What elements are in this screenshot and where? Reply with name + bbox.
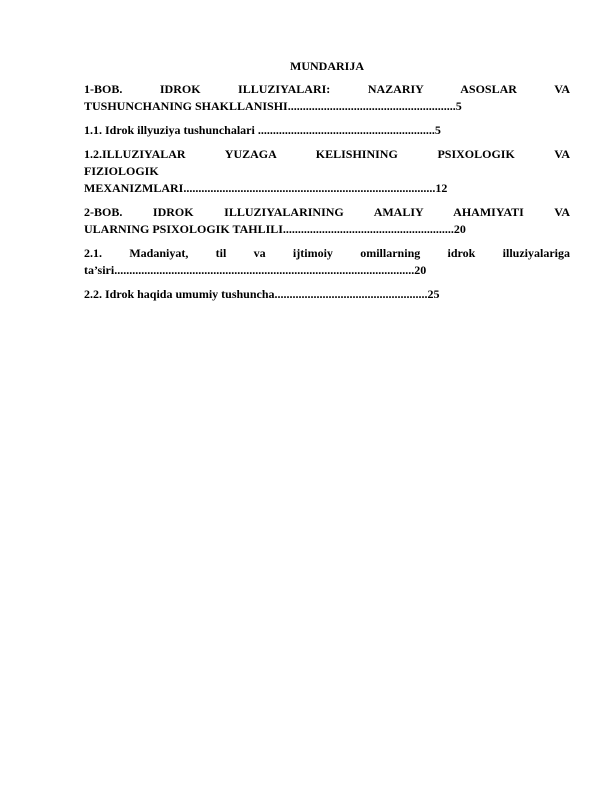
toc-entry-line: FIZIOLOGIK — [84, 164, 159, 178]
toc-entry-line: 1-BOB. IDROK ILLUZIYALARI: NAZARIY ASOSLAR VA — [84, 82, 570, 96]
toc-entry-line: 2.1. Madaniyat, til va ijtimoiy omillarning idrok illuziyalariga — [84, 246, 570, 260]
toc-entry-line: ULARNING PSIXOLOGIK TAHLILI.........................................................20 — [84, 222, 466, 236]
toc-entry-line: MEXANIZMLARI....................................................................................12 — [84, 181, 448, 195]
toc-title: MUNDARIJA — [290, 59, 364, 73]
table-of-contents — [84, 58, 570, 310]
toc-entry-line: ta’siri....................................................................................................20 — [84, 263, 427, 277]
toc-entry-chapter-1[interactable] — [84, 81, 570, 115]
toc-entry-section-1-1[interactable] — [84, 122, 570, 139]
toc-entry-line: 2.2. Idrok haqida umumiy tushuncha...................................................25 — [84, 287, 440, 301]
toc-entry-section-2-1[interactable] — [84, 245, 570, 279]
toc-entry-chapter-2[interactable] — [84, 204, 570, 238]
toc-entry-line: 2-BOB. IDROK ILLUZIYALARINING AMALIY AHAMIYATI VA — [84, 205, 570, 219]
toc-entry-section-1-2[interactable] — [84, 146, 570, 197]
toc-entry-line: TUSHUNCHANING SHAKLLANISHI........................................................5 — [84, 99, 462, 113]
toc-entry-line: 1.1. Idrok illyuziya tushunchalari ...........................................................5 — [84, 123, 441, 137]
toc-entry-line: 1.2.ILLUZIYALAR YUZAGA KELISHINING PSIXOLOGIK VA — [84, 147, 570, 161]
toc-entry-section-2-2[interactable] — [84, 286, 570, 303]
